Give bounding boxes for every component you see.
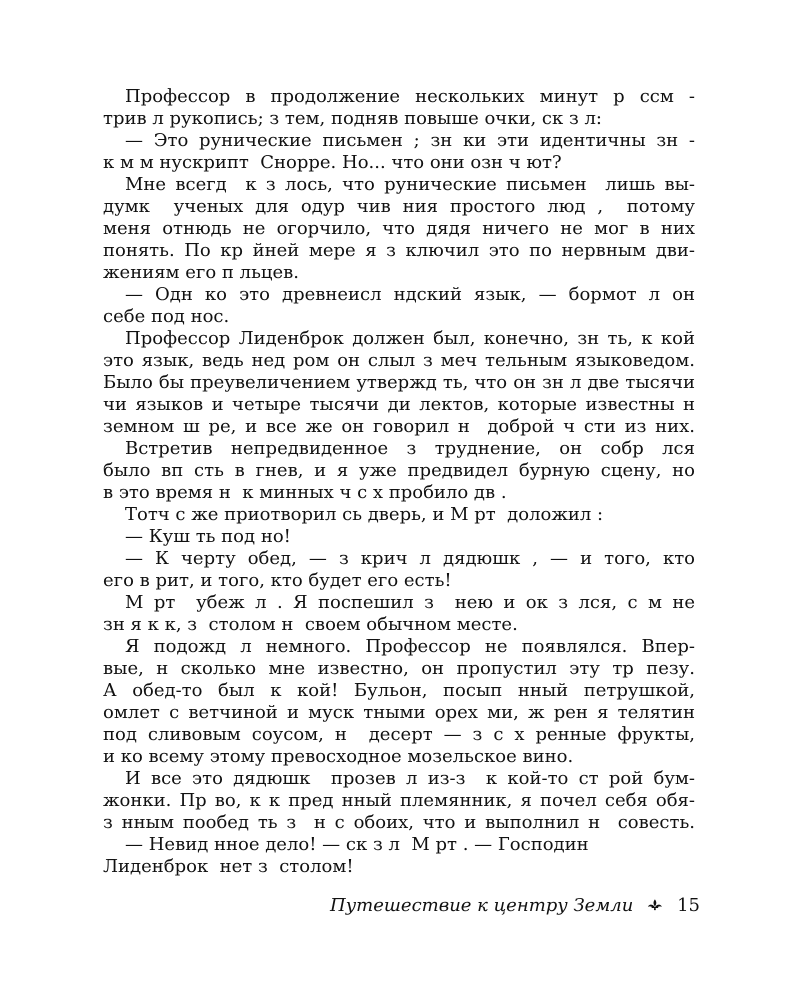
text-line: в это время н к минных ч с х пробило дв . <box>103 482 507 503</box>
text-line: — Невид нное дело! — ск з л М рт . — Господин <box>125 834 589 855</box>
text-line: — Это рунические письмен ; зн ки эти идентичны зн - <box>125 130 695 151</box>
text-line: меня отнюдь не огорчило, что дядя ничего не мог в них <box>103 218 695 239</box>
text-line: это язык, ведь нед ром он слыл з меч тельным языковедом. <box>103 350 695 371</box>
text-line: было вп сть в гнев, и я уже предвидел бурную сцену, но <box>103 460 695 481</box>
text-line: думк ученых для одур чив ния простого люд , потому <box>103 196 695 217</box>
text-line: Я подожд л немного. Профессор не появлялся. Впер- <box>125 636 695 657</box>
text-line: М рт убеж л . Я поспешил з нею и ок з лся, с м не <box>125 592 695 613</box>
body-text <box>103 86 695 878</box>
text-line: зн я к к, з столом н своем обычном месте. <box>103 614 518 635</box>
text-line: земном ш ре, и все же он говорил н доброй ч сти из них. <box>103 416 695 437</box>
text-line: Встретив непредвиденное з труднение, он собр лся <box>125 438 695 459</box>
text-line: к м м нускрипт Снорре. Но... что они озн ч ют? <box>103 152 562 173</box>
text-line: Профессор Лиденброк должен был, конечно, зн ть, к кой <box>125 328 695 349</box>
text-line: Лиденброк нет з столом! <box>103 856 354 877</box>
text-line: под сливовым соусом, н десерт — з с х ренные фрукты, <box>103 724 695 745</box>
text-line: Было бы преувеличением утвержд ть, что он зн л две тысячи <box>103 372 695 393</box>
text-line: И все это дядюшк прозев л из-з к кой-то ст рой бум- <box>125 768 695 789</box>
text-line: Мне всегд к з лось, что рунические письмен лишь вы- <box>125 174 695 195</box>
text-line: жениям его п льцев. <box>103 262 299 283</box>
text-line: Профессор в продолжение нескольких минут р ссм - <box>125 86 695 107</box>
text-line: — Куш ть под но! <box>125 526 291 547</box>
text-line: — Одн ко это древнеисл ндский язык, — бормот л он <box>125 284 695 305</box>
fleur-de-lis-icon <box>647 892 663 918</box>
text-line: омлет с ветчиной и муск тными орех ми, ж рен я телятин <box>103 702 695 723</box>
running-title: Путешествие к центру Земли <box>330 894 634 916</box>
text-line: Тотч с же приотворил сь дверь, и М рт доложил : <box>125 504 604 525</box>
text-line: жонки. Пр во, к к пред нный племянник, я почел себя обя- <box>103 790 695 811</box>
text-line: — К черту обед, — з крич л дядюшк , — и того, кто <box>125 548 695 569</box>
text-line: вые, н сколько мне известно, он пропустил эту тр пезу. <box>103 658 695 679</box>
text-line: чи языков и четыре тысячи ди лектов, которые известны н <box>103 394 695 415</box>
text-line: его в рит, и того, кто будет его есть! <box>103 570 452 591</box>
text-line: трив л рукопись; з тем, подняв повыше очки, ск з л: <box>103 108 602 129</box>
text-line: А обед-то был к кой! Бульон, посып нный петрушкой, <box>103 680 695 701</box>
text-line: себе под нос. <box>103 306 230 327</box>
page-footer <box>330 890 700 920</box>
text-line: з нным пообед ть з н с обоих, что и выполнил н совесть. <box>103 812 695 833</box>
text-line: понять. По кр йней мере я з ключил это по нервным дви- <box>103 240 695 261</box>
text-line: и ко всему этому превосходное мозельское вино. <box>103 746 574 767</box>
page-number: 15 <box>677 894 700 916</box>
